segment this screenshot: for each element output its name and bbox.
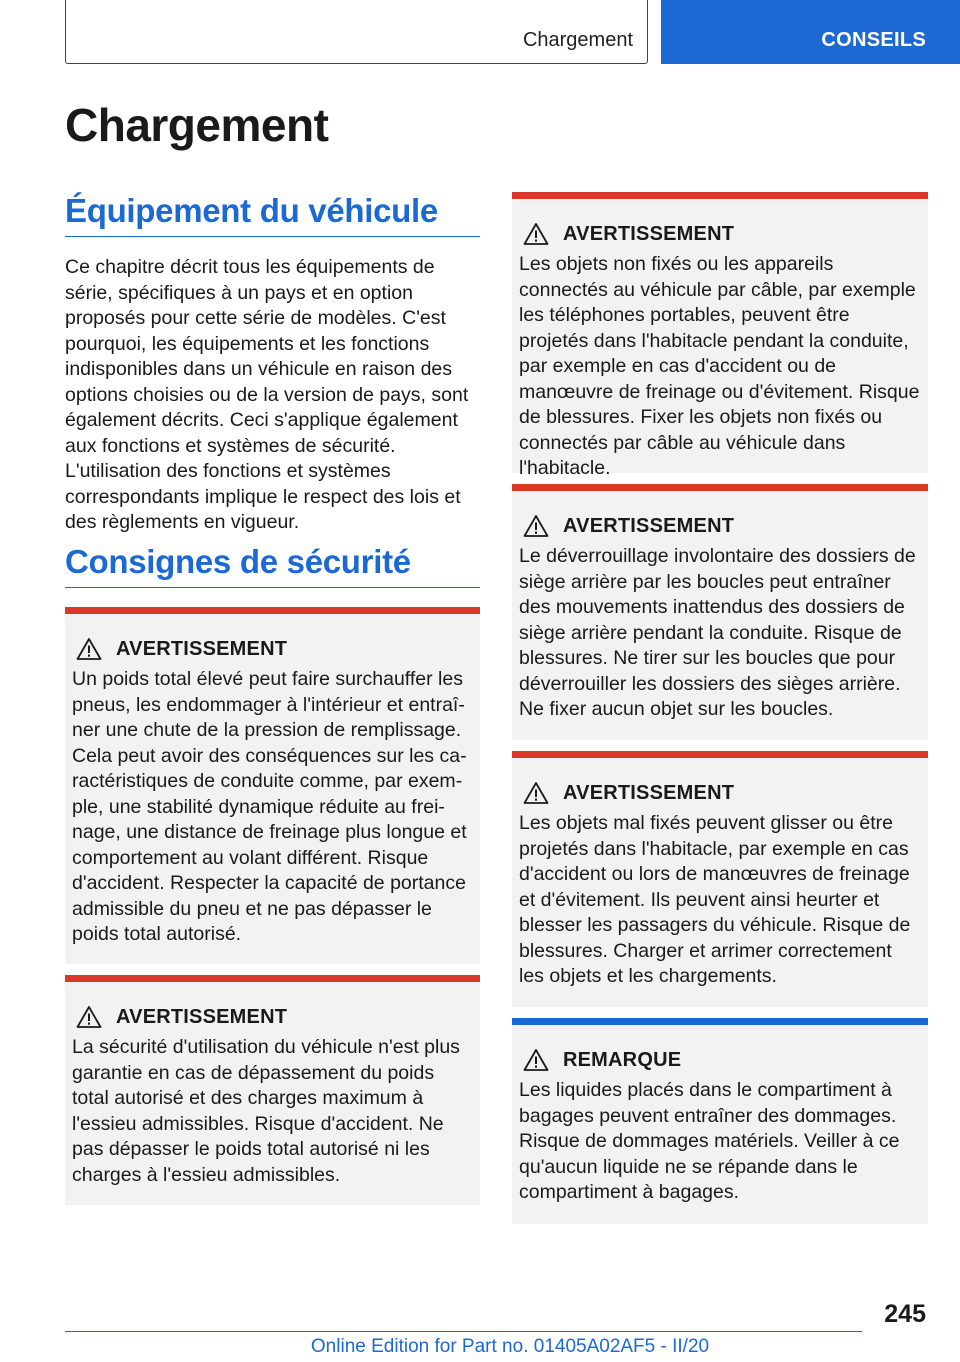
note-text: Les liquides placés dans le compartiment à bagages peuvent entraîner des dommages. Risque de dommages matériels. Veiller à ce qu'aucun liquide ne se répande dans le compartiment à bagages. bbox=[519, 1079, 900, 1203]
footer-edition: Online Edition for Part no. 01405A02AF5 - II/20 bbox=[310, 1336, 710, 1357]
warning-box bbox=[512, 484, 928, 740]
warning-label: AVERTISSEMENT bbox=[563, 222, 735, 245]
warning-box bbox=[65, 607, 480, 964]
warning-box-header bbox=[72, 636, 472, 662]
warning-box bbox=[65, 975, 480, 1205]
caution-triangle-icon bbox=[523, 1048, 549, 1072]
warning-box bbox=[512, 192, 928, 479]
warning-triangle-icon bbox=[523, 222, 549, 246]
warning-box-header bbox=[519, 780, 920, 806]
warning-triangle-icon bbox=[76, 637, 102, 661]
section-title-equipment: Équipement du véhicule bbox=[65, 192, 480, 237]
page-title: Chargement bbox=[65, 99, 329, 151]
warning-triangle-icon bbox=[523, 781, 549, 805]
warning-text: Un poids total élevé peut faire surchauffer les pneus, les endommager à l'intérieur et entraîner une chute de la pression de remplissage. Cela peut avoir des conséquences sur les caractéristiques de conduite comme, par exemple, une stabilité dynamique réduite au freinage, une distance de freinage plus longue et comportement au volant différent. Risque d'accident. Respecter la capacité de portance admissible du pneu et ne pas dépasser le poids total autorisé. bbox=[72, 668, 467, 945]
note-box-header bbox=[519, 1047, 920, 1073]
header-section-label: Chargement bbox=[522, 29, 633, 51]
warning-label: AVERTISSEMENT bbox=[563, 514, 735, 537]
warning-text: Le déverrouillage involontaire des dossiers de siège arrière par les boucles peut entraîner des mouvements inattendus des dossiers de siège arrière pendant la conduite. Risque de blessures. Ne tirer sur les boucles que pour déverrouiller les dossiers des sièges arrière. Ne fixer aucun objet sur les boucles. bbox=[519, 545, 916, 720]
header-chapter-label: CONSEILS bbox=[821, 29, 926, 51]
warning-text: Les objets mal fixés peuvent glisser ou être projetés dans l'habitacle, par exemple en cas d'accident ou lors de manœuvres de freinage et d'évitement. Ils peuvent ainsi heurter et blesser les passagers du véhicule. Risque de blessures. Charger et arrimer correctement les objets et les chargements. bbox=[519, 812, 911, 987]
warning-box-header bbox=[519, 513, 920, 539]
warning-triangle-icon bbox=[523, 514, 549, 538]
header-section-tab bbox=[65, 0, 648, 64]
warning-box-header bbox=[519, 221, 920, 247]
section-title-safety: Consignes de sécurité bbox=[65, 543, 480, 588]
footer-divider bbox=[65, 1331, 862, 1332]
warning-text: Les objets non fixés ou les appareils connectés au véhicule par câble, par exemple les téléphones portables, peuvent être projetés dans l'habitacle pendant la conduite, par exemple en cas d'accident ou de manœuvre de freinage ou d'évitement. Risque de blessures. Fixer les objets non fixés ou connectés par câble au véhicule dans l'habitacle. bbox=[519, 253, 920, 479]
note-box bbox=[512, 1018, 928, 1224]
warning-label: AVERTISSEMENT bbox=[116, 1005, 288, 1028]
warning-box-header bbox=[72, 1004, 472, 1030]
section-text-equipment: Ce chapitre décrit tous les équipements de série, spécifiques à un pays et en option proposés pour cette série de modèles. C'est pourquoi, les équipements et les fonctions indisponibles dans un véhicule en raison des options choisies ou de la version de pays, sont également décrits. Ceci s'applique également aux fonctions et systèmes de sécurité. L'utilisation des fonctions et systèmes correspondants implique le respect des lois et des règlements en vigueur. bbox=[65, 256, 469, 533]
header-chapter-tab bbox=[661, 0, 960, 64]
warning-label: AVERTISSEMENT bbox=[563, 781, 735, 804]
warning-box bbox=[512, 751, 928, 1007]
warning-text: La sécurité d'utilisation du véhicule n'est plus garantie en cas de dépassement du poids total autorisé et des charges maximum à l'essieu admissibles. Risque d'accident. Ne pas dépasser le poids total autorisé ni les charges à l'essieu admissibles. bbox=[72, 1036, 460, 1186]
warning-label: AVERTISSEMENT bbox=[116, 637, 288, 660]
warning-triangle-icon bbox=[76, 1005, 102, 1029]
page-number: 245 bbox=[884, 1300, 926, 1328]
note-label: REMARQUE bbox=[563, 1048, 682, 1071]
